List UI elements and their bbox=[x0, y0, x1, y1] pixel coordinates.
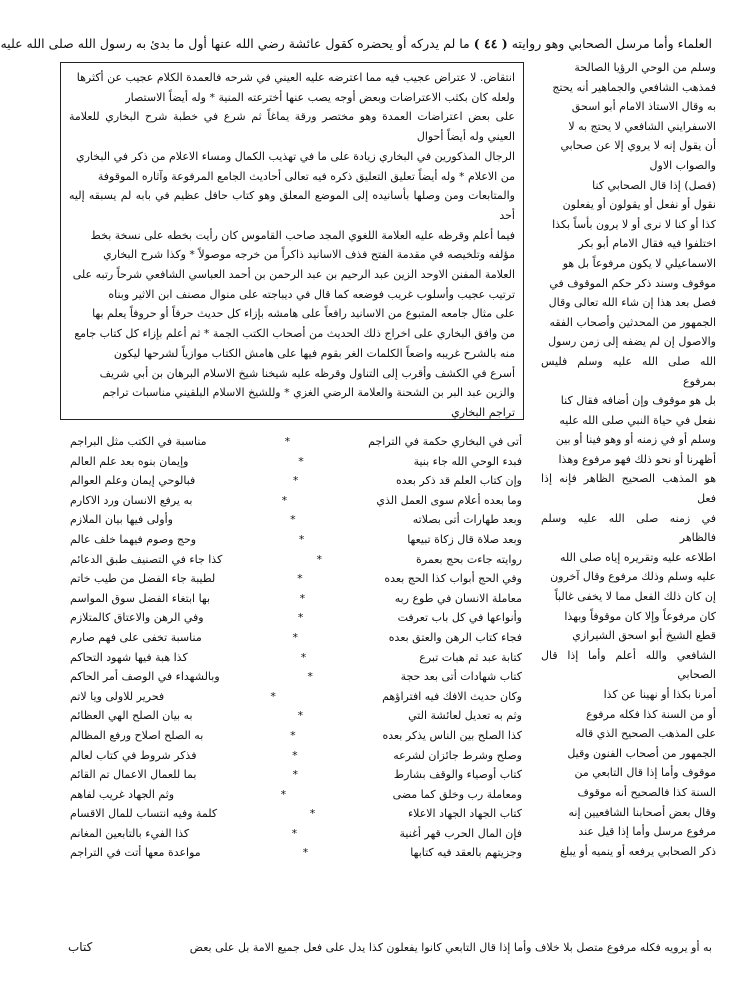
verse-second-half: مناسبة تخفى على فهم صارم bbox=[70, 630, 202, 644]
verse-line bbox=[70, 667, 522, 687]
verse-second-half: مواعدة معها أتت في التراجم bbox=[70, 846, 201, 860]
gloss-line: وسلم من الوحي الرؤيا الصالحة bbox=[574, 61, 716, 74]
gloss-line: الاسفرايني الشافعي لا يحتج به لا bbox=[568, 119, 716, 133]
gloss-line: به وقال الاستاذ الامام أبو اسحق bbox=[571, 100, 716, 114]
verse-first-half: كتاب أوصياء والوقف بشارط bbox=[393, 768, 522, 782]
verse-divider-icon: * bbox=[291, 826, 298, 840]
page-header bbox=[0, 30, 712, 56]
gloss-line: هو المذهب الصحيح الظاهر فإنه إذا فعل bbox=[541, 472, 716, 506]
gloss-line: أو من السنة كذا فكله مرفوع bbox=[586, 707, 716, 721]
verse-divider-icon: * bbox=[309, 807, 316, 821]
box-line: العلامة المفنن الاوحد الزين عبد الرحيم بن عبد الرحمن بن أحمد العباسي الشافعي شرحاً رتبه على bbox=[72, 268, 515, 282]
verse-first-half: معاملة الانسان في طوع ربه bbox=[394, 591, 522, 605]
main-text-body bbox=[69, 68, 515, 423]
box-line: منه بالشرح غريبه واضعاً الكلمات الغر بقوم فيها على هامش الكتاب موازياً لشرحها ليكون bbox=[113, 346, 515, 360]
box-line: والزين عبد البر بن الشحنة والعلامة الرضي الغزي * وللشيخ الاسلام البلقيني مناسبات تراجم bbox=[102, 386, 515, 400]
verse-first-half: ومعاملة رب وخلق كما مضى bbox=[392, 787, 522, 801]
verse-divider-icon: * bbox=[292, 748, 298, 762]
gloss-line: إن كان ذلك الفعل مما لا يخفى غالباً bbox=[554, 590, 716, 604]
verse-second-half: به الصلح اصلاح ورفع المظالم bbox=[70, 728, 204, 742]
verse-second-half: وإيمان بنوه بعد علم العالم bbox=[70, 454, 189, 468]
verse-divider-icon: * bbox=[298, 454, 304, 468]
box-line: من الاعلام * وله أيضاً تعليق التعليق ذكره فيه تعالى أحاديث الجامع المرفوعة وآثاره الموقوفة bbox=[97, 169, 515, 183]
verse-second-half: فبالوحي إيمان وعلم العوالم bbox=[70, 474, 196, 488]
verse-first-half: وما بعده أعلام سوى العمل الذي bbox=[376, 493, 522, 507]
verse-line bbox=[70, 824, 522, 844]
verse-line bbox=[70, 491, 522, 511]
verse-line bbox=[70, 804, 522, 824]
gloss-line: ذكر الصحابي يرفعه أو ينميه أو يبلغ bbox=[560, 844, 716, 858]
verse-line bbox=[70, 530, 522, 550]
catchword: كتاب bbox=[68, 940, 93, 954]
verse-line bbox=[70, 432, 522, 452]
verse-line bbox=[70, 452, 522, 472]
gloss-line: موقوف وسند ذكر حكم الموقوف في bbox=[549, 276, 716, 290]
gloss-line: على المذهب الصحيح الذي قاله bbox=[575, 727, 716, 741]
verse-divider-icon: * bbox=[299, 591, 306, 605]
verse-divider-icon: * bbox=[280, 787, 287, 801]
header-right-text: العلماء وأما مرسل الصحابي وهو روايته bbox=[511, 35, 712, 51]
page-footer bbox=[62, 938, 712, 978]
verse-second-half: كذا الفيء بالتابعين المغانم bbox=[70, 826, 190, 840]
gloss-line: السنة كذا فالصحيح أنه موقوف bbox=[577, 785, 716, 799]
gloss-line: الجمهور من أصحاب الفنون وقيل bbox=[567, 746, 716, 760]
verse-divider-icon: * bbox=[270, 689, 276, 703]
verse-divider-icon: * bbox=[297, 709, 304, 723]
verse-line bbox=[70, 726, 522, 746]
gloss-line: نفعل في حياة النبي صلى الله عليه bbox=[559, 413, 716, 427]
box-line: أسرع في الكشف وأقرب إلى التناول وقرظه عليه شيخنا شيخ الاسلام البرهان بن أبي شريف bbox=[99, 366, 515, 380]
gloss-line: عليه وسلم وذلك مرفوع وقال آخرون bbox=[550, 570, 716, 584]
verse-second-half: فذكر شروط في كتاب لعالم bbox=[70, 748, 197, 762]
verse-line bbox=[70, 471, 522, 491]
gloss-line: بل هو موقوف وإن أضافه فقال كنا bbox=[560, 394, 716, 408]
verse-second-half: كذا هبة فيها شهود التحاكم bbox=[70, 650, 188, 664]
verse-divider-icon: * bbox=[281, 493, 288, 507]
verse-first-half: كذا الصلح بين الناس يذكر بعده bbox=[382, 728, 522, 742]
verse-second-half: وثم الجهاد غريب لفاهم bbox=[70, 787, 175, 801]
box-line: على بعض اعتراضات العمدة وهو مختصر ورقة يماغاً ثم شرع في خطبة شرح البخاري للعلامة العيني وله أيضاً أحوال bbox=[69, 110, 515, 144]
gloss-line: الاسماعيلي لا يكون مرفوعاً بل هو bbox=[562, 256, 716, 270]
verse-divider-icon: * bbox=[292, 474, 299, 488]
gloss-line: في زمنه صلى الله عليه وسلم فالظاهر bbox=[541, 511, 716, 545]
verse-line bbox=[70, 628, 522, 648]
verse-second-half: كلمة وفيه انتساب للمال الاقسام bbox=[70, 807, 218, 821]
box-line: فيما أعلم وقرظه عليه العلامة اللغوي المجد صاحب القاموس كان رأيت بخطه على نسخة بخط bbox=[90, 228, 515, 242]
verse-second-half: وبالشهداء في الوصف أمر الحاكم bbox=[70, 670, 220, 684]
box-line: ترتيب عجيب وأسلوب غريب فوضعه كما قال في ديباجته على منوال مصنف ابن الاثير وبناه bbox=[108, 287, 515, 301]
verse-first-half: وكان حديث الافك فيه افتراؤهم bbox=[382, 689, 522, 703]
gloss-line: أن يقول إنه لا يروي إلا عن صحابي bbox=[560, 139, 716, 153]
verse-second-half: فحرير للاولى ويا لاتم bbox=[70, 689, 165, 703]
gloss-line: كان مرفوعاً وإلا كان موقوفاً وبهذا bbox=[564, 609, 716, 623]
gloss-line: أظهرنا أو نحو ذلك فهو مرفوع وهذا bbox=[558, 452, 716, 466]
gloss-line: الله صلى الله عليه وسلم فليس بمرفوع bbox=[541, 354, 716, 388]
verse-second-half: وحج وصوم فيهما خلف عالم bbox=[70, 532, 197, 546]
verse-divider-icon: * bbox=[300, 650, 307, 664]
gloss-line: قطع الشيخ أبو اسحق الشيرازي bbox=[572, 629, 716, 643]
box-line: ولعله كان بكثب الاعتراضات وبعض أوجه يصب عنها أخترعته المنية * وله أيضاً الاستصار bbox=[125, 90, 515, 104]
margin-gloss bbox=[541, 58, 716, 918]
verse-second-half: به بيان الصلح الهي العظائم bbox=[70, 709, 193, 723]
verse-second-half: كذا جاء في التصنيف طبق الدعائم bbox=[70, 552, 223, 566]
gloss-line: الشافعي والله أعلم وأما إذا قال الصحابي bbox=[541, 648, 716, 682]
verse-first-half: كتاب الجهاد الجهاد الاعلاء bbox=[407, 807, 522, 821]
box-line: مؤلفه وتلخيصه في مقدمة الفتح فذف الاسانيد ذاكراً من خرجه موصولاً * وكذا شرح البخاري bbox=[103, 248, 515, 262]
verse-divider-icon: * bbox=[302, 846, 309, 860]
verse-first-half: وثم به تعديل لعائشة التي bbox=[408, 709, 522, 723]
verse-line bbox=[70, 746, 522, 766]
footer-line: به أو يرويه فكله مرفوع متصل بلا خلاف وأما إذا قال التابعي كانوا يفعلون كذا يدل على فعل جميع الامة بل على بعض bbox=[189, 941, 712, 954]
verse-line bbox=[70, 706, 522, 726]
verse-first-half: وأنواعها في كل باب تعرفت bbox=[397, 611, 522, 625]
gloss-line: موقوف وأما إذا قال التابعي من bbox=[574, 766, 716, 780]
gloss-line: اطلاعه عليه وتقريره إياه صلى الله bbox=[560, 550, 716, 564]
verse-second-half: بها ابتغاء الفضل سوق المواسم bbox=[70, 591, 211, 605]
verse-line bbox=[70, 843, 522, 863]
verse-divider-icon: * bbox=[297, 611, 304, 625]
verse-first-half: وبعد طهارات أتى بصلاته bbox=[412, 513, 522, 527]
verse-line bbox=[70, 765, 522, 785]
verse-second-half: به يرفع الانسان ورد الاكارم bbox=[70, 493, 193, 507]
verse-first-half: وجزيتهم بالعقد فيه كتابها bbox=[410, 846, 522, 860]
verse-second-half: وفي الرهن والاعتاق كالمتلازم bbox=[70, 611, 204, 625]
verse-first-half: وإن كتاب العلم قد ذكر بعده bbox=[395, 474, 522, 488]
box-line: تراجم البخاري bbox=[451, 405, 515, 419]
gloss-line: كذا أو كنا لا نرى أو لا يرون بأساً بكذا bbox=[552, 217, 716, 231]
verse-line bbox=[70, 785, 522, 805]
verse-divider-icon: * bbox=[307, 670, 313, 684]
verse-divider-icon: * bbox=[284, 435, 291, 448]
verse-second-half: وأولى فيها بيان الملازم bbox=[70, 513, 173, 527]
verse-line bbox=[70, 608, 522, 628]
verse-first-half: وفي الحج أبواب كذا الحج بعده bbox=[384, 572, 522, 586]
verse-first-half: فبدء الوحي الله جاء بنية bbox=[413, 454, 522, 468]
gloss-line: نقول أو نفعل أو يقولون أو يفعلون bbox=[562, 198, 716, 212]
verse-line bbox=[70, 687, 522, 707]
box-line: على مثال جامعه المتبوع من الاسانيد رافعاً على هامشه بإزاء كل حديث حرفاً أو حروفاً يعلم بها bbox=[92, 307, 515, 321]
verse-divider-icon: * bbox=[290, 513, 296, 527]
gloss-line: والصواب الاول bbox=[649, 158, 716, 172]
verse-second-half: مناسبة في الكتب مثل البراجم bbox=[70, 435, 207, 448]
verse-line bbox=[70, 648, 522, 668]
gloss-line: (فصل) إذا قال الصحابي كنا bbox=[592, 178, 716, 192]
verse-divider-icon: * bbox=[292, 768, 298, 782]
verse-line bbox=[70, 550, 522, 570]
poem-verses bbox=[70, 432, 522, 922]
box-line: والمتابعات ومن وصلها بأسانيده إلى الموضع المعلق وهو كتاب حافل عظيم في بابه لم يسبقه إليه أحد bbox=[69, 189, 515, 222]
verse-first-half: وصلح وشرط جائزان لشرعه bbox=[393, 748, 522, 762]
gloss-line: والاصول إن لم يضفه إلى زمن رسول bbox=[548, 335, 716, 349]
verse-first-half: وبعد صلاة قال زكاة تبيعها bbox=[407, 532, 522, 546]
gloss-line: اختلفوا فيه فقال الامام أبو بكر bbox=[578, 237, 716, 251]
verse-divider-icon: * bbox=[297, 572, 303, 586]
verse-second-half: بما للعمال الاعمال تم القائم bbox=[70, 768, 197, 782]
main-text-box bbox=[60, 62, 524, 420]
header-left-text: ما لم يدركه أو يحضره كقول عائشة رضي الله عنها أول ما بدئ به رسول الله صلى الله عليه bbox=[0, 35, 470, 51]
gloss-line: أمرنا بكذا أو نهينا عن كذا bbox=[603, 688, 716, 701]
verse-line bbox=[70, 589, 522, 609]
box-line: الرجال المذكورين في البخاري زيادة على ما في تهذيب الكمال ومساء الاعلام من ذكر في البخاري bbox=[76, 149, 515, 163]
verse-first-half: فإن المال الحرب قهر أغنية bbox=[399, 826, 522, 840]
verse-first-half: روايته جاءت بحج بعمرة bbox=[416, 552, 522, 566]
verse-first-half: كتاب شهادات أتى بعد حجة bbox=[400, 670, 522, 684]
box-line: من وافق البخاري على اخراج ذلك الحديث من أصحاب الكتب الجمة * ثم أعلم بإزاء كل كتاب جامع bbox=[74, 327, 515, 341]
verse-first-half: كتابة عبد ثم هبات تبرع bbox=[419, 650, 522, 664]
page-number: ( ٤٤ ) bbox=[473, 35, 508, 51]
gloss-line: مرفوع مرسل وأما إذا قيل عند bbox=[578, 825, 716, 839]
verse-divider-icon: * bbox=[292, 630, 298, 644]
verse-divider-icon: * bbox=[298, 532, 305, 546]
box-line: انتقاض. لا عتراض عجيب فيه مما اعترضه عليه العيني في شرحه فالعمدة الكلام عجيب عن أكثرها bbox=[76, 71, 515, 84]
verse-first-half: فجاء كتاب الرهن والعتق بعده bbox=[388, 630, 522, 644]
gloss-line: فصل بعد هذا إن شاء الله تعالى وقال bbox=[548, 296, 716, 310]
verse-divider-icon: * bbox=[290, 728, 296, 742]
verse-line bbox=[70, 569, 522, 589]
verse-line bbox=[70, 510, 522, 530]
verse-first-half: أتى في البخاري حكمة في التراجم bbox=[368, 435, 522, 448]
gloss-line: وسلم أو في زمنه أو وهو فينا أو بين bbox=[555, 433, 716, 447]
gloss-line: الجمهور من المحدثين وأصحاب الفقه bbox=[549, 315, 716, 329]
verse-divider-icon: * bbox=[316, 552, 322, 566]
gloss-line: فمذهب الشافعي والجماهير أنه يحتج bbox=[552, 80, 716, 94]
verse-second-half: لطيبة جاء الفضل من طيب خاتم bbox=[70, 572, 216, 586]
gloss-line: وقال بعض أصحابنا الشافعيين إنه bbox=[568, 805, 716, 819]
